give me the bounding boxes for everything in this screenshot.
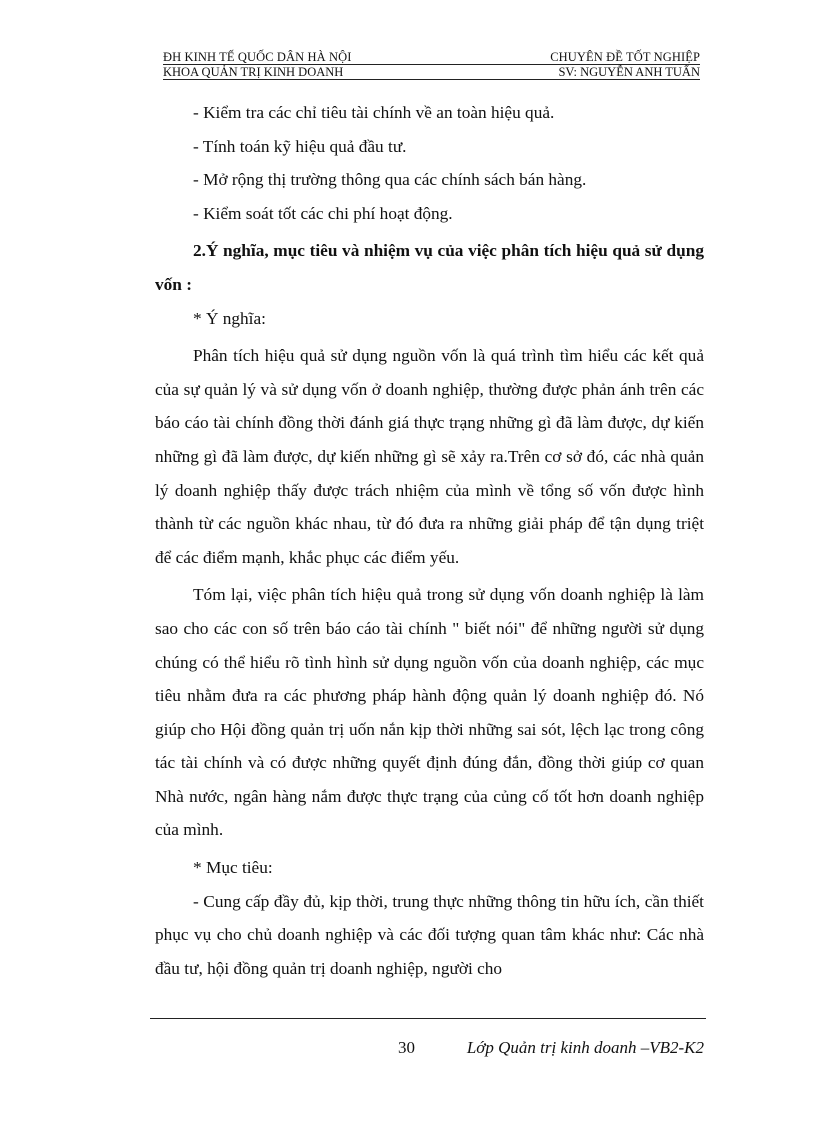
bullet-item: - Kiểm tra các chỉ tiêu tài chính về an toàn hiệu quả. (193, 103, 555, 122)
goal-label: * Mục tiêu: (193, 858, 273, 878)
meaning-label: * Ý nghĩa: (193, 308, 266, 328)
paragraph-goal: - Cung cấp đầy đủ, kịp thời, trung thực những thông tin hữu ích, cần thiết phục vụ cho chủ doanh nghiệp và các đối tượng quan tâm khác như: Các nhà đầu tư, hội đồng quản trị doanh nghiệp, người cho (155, 891, 704, 978)
footer-course: Lớp Quản trị kinh doanh –VB2-K2 (466, 1038, 704, 1057)
page-number: 30 (398, 1038, 415, 1057)
header-student: SV: NGUYỄN ANH TUẤN (558, 65, 700, 79)
header-divider-bottom (163, 79, 700, 80)
document-body (155, 96, 704, 985)
bullet-item: - Tính toán kỹ hiệu quả đầu tư. (193, 136, 407, 156)
page-header-second-row (163, 65, 700, 79)
header-document-type: CHUYÊN ĐỀ TỐT NGHIỆP (550, 50, 700, 64)
header-faculty: KHOA QUẢN TRỊ KINH DOANH (163, 65, 344, 79)
paragraph-summary: Tóm lại, việc phân tích hiệu quả trong sử dụng vốn doanh nghiệp là làm sao cho các con số trên báo cáo tài chính " biết nói" để những người sử dụng chúng có thể hiểu rõ tình hình sử dụng nguồn vốn của doanh nghiệp, các mục tiêu nhằm đưa ra các phương pháp hành động quản lý doanh nghiệp đó. Nó giúp cho Hội đồng quản trị uốn nắn kịp thời những sai sót, lệch lạc trong công tác tài chính và có được những quyết định đúng đắn, đồng thời giúp cơ quan Nhà nước, ngân hàng nắm được thực trạng của củng cố tốt hơn doanh nghiệp của mình. (155, 585, 704, 840)
header-university: ĐH KINH TẾ QUỐC DÂN HÀ NỘI (163, 50, 352, 64)
bullet-item: - Mở rộng thị trường thông qua các chính sách bán hàng. (193, 170, 587, 190)
footer-divider (150, 1018, 706, 1019)
bullet-item: - Kiểm soát tốt các chi phí hoạt động. (193, 203, 453, 223)
paragraph-meaning: Phân tích hiệu quả sử dụng nguồn vốn là quá trình tìm hiểu các kết quả của sự quản lý và sử dụng vốn ở doanh nghiệp, thường được phản ánh trên các báo cáo tài chính đồng thời đánh giá thực trạng những gì đã làm được, dự kiến những gì đã làm được, dự kiến những gì sẽ xảy ra.Trên cơ sở đó, các nhà quản lý doanh nghiệp thấy được trách nhiệm của mình về tổng số vốn được hình thành từ các nguồn khác nhau, từ đó đưa ra những giải pháp để tận dụng triệt để các điểm mạnh, khắc phục các điểm yếu. (155, 346, 704, 567)
page-header (163, 50, 700, 64)
section-heading: 2.Ý nghĩa, mục tiêu và nhiệm vụ của việc phân tích hiệu quả sử dụng vốn : (155, 241, 704, 294)
